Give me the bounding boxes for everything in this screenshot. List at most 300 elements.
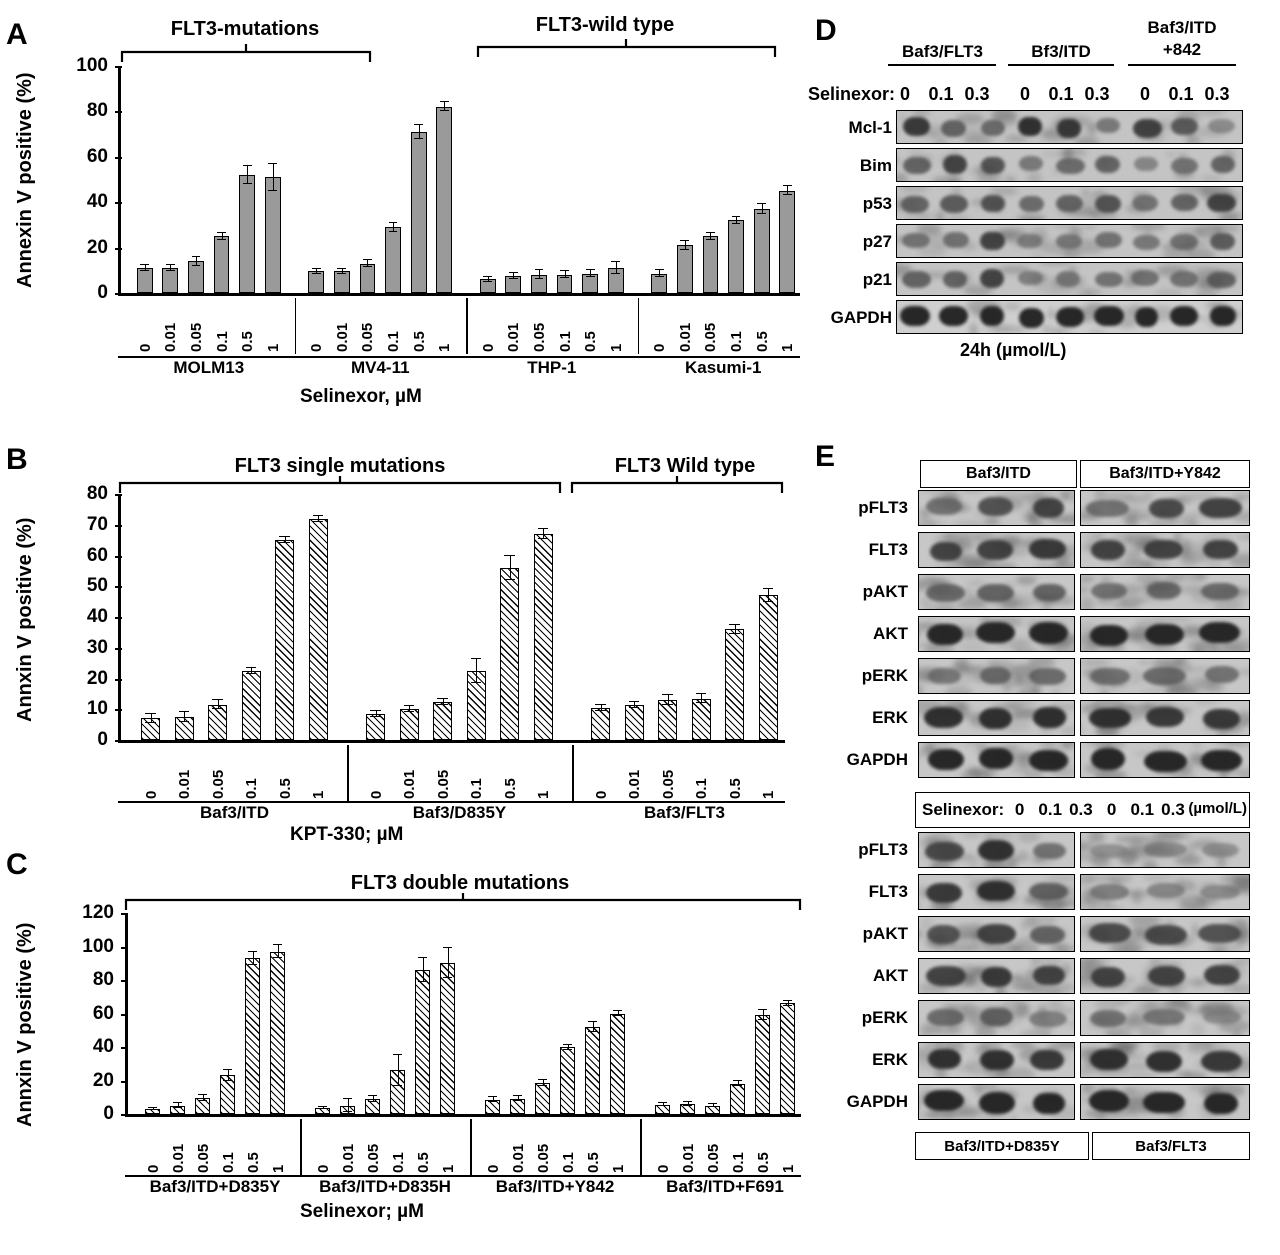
bar bbox=[591, 708, 610, 740]
blot-noise bbox=[1180, 554, 1197, 568]
blot-noise bbox=[971, 1084, 999, 1092]
blot-band bbox=[902, 233, 931, 249]
blot-band bbox=[1056, 271, 1080, 286]
bar bbox=[677, 245, 693, 293]
blot-strip bbox=[918, 616, 1075, 652]
blot-noise bbox=[1042, 325, 1049, 330]
error-cap bbox=[783, 1005, 791, 1006]
error-cap bbox=[192, 256, 201, 257]
blot-noise bbox=[1031, 958, 1064, 963]
panel-b-xlabel: KPT-330; µM bbox=[290, 824, 404, 845]
blot-strip bbox=[918, 490, 1075, 526]
blot-band bbox=[976, 622, 1015, 643]
blot-strip bbox=[918, 832, 1075, 868]
blot-noise bbox=[1047, 309, 1056, 319]
blot-band bbox=[1029, 883, 1067, 901]
group-separator bbox=[347, 745, 349, 801]
error-cap bbox=[483, 281, 492, 282]
error-cap bbox=[708, 1103, 716, 1104]
panel-c-xlabel: Selinexor; µM bbox=[300, 1201, 424, 1222]
error-cap bbox=[393, 1085, 401, 1086]
panel-e-bottom-header-1-label: Baf3/ITD+D835Y bbox=[944, 1137, 1060, 1155]
panel-c-brace-label-1: FLT3 double mutations bbox=[350, 872, 570, 894]
error-cap bbox=[246, 667, 257, 668]
blot-band bbox=[1201, 583, 1240, 600]
blot-band bbox=[1134, 157, 1158, 171]
category-label: 0.5 bbox=[726, 778, 744, 799]
ytick-label: 20 bbox=[92, 1069, 114, 1091]
category-label: 0 bbox=[314, 1164, 332, 1173]
error-cap bbox=[535, 278, 544, 279]
blot-noise bbox=[937, 210, 945, 220]
error-bar bbox=[278, 945, 279, 958]
group-separator bbox=[572, 745, 574, 801]
blot-band bbox=[977, 540, 1013, 560]
blot-band bbox=[901, 196, 929, 213]
bar bbox=[308, 271, 324, 293]
panel-e-top-rows bbox=[810, 490, 1270, 790]
category-label: 0.5 bbox=[754, 1152, 772, 1173]
blot-noise bbox=[1201, 176, 1222, 180]
blot-band bbox=[1029, 539, 1066, 559]
blot-noise bbox=[1216, 729, 1227, 736]
error-cap bbox=[560, 277, 569, 278]
panel-e-top-header-1 bbox=[920, 460, 1077, 488]
blot-band bbox=[940, 195, 968, 212]
blot-band bbox=[1143, 667, 1186, 684]
bar bbox=[385, 227, 401, 293]
panel-a-chart bbox=[0, 0, 800, 420]
panel-b-brace-label-1: FLT3 single mutations bbox=[234, 455, 446, 477]
ytick-label: 80 bbox=[86, 483, 108, 504]
category-label: 0.1 bbox=[243, 778, 261, 799]
error-cap bbox=[393, 1054, 401, 1055]
blot-band bbox=[943, 155, 967, 174]
blot-noise bbox=[1011, 1042, 1033, 1048]
blot-band bbox=[1147, 582, 1181, 599]
blot-band bbox=[1056, 158, 1085, 174]
category-label: 0.05 bbox=[364, 1143, 382, 1173]
error-cap bbox=[629, 701, 640, 702]
blot-noise bbox=[1080, 575, 1095, 583]
panel-d-cellline-2: Bf3/ITD bbox=[1031, 42, 1091, 61]
panel-d-blots bbox=[807, 0, 1280, 380]
blot-strip bbox=[918, 874, 1075, 910]
blot-noise bbox=[933, 138, 948, 144]
blot-band bbox=[1029, 750, 1068, 771]
blot-noise bbox=[932, 176, 961, 182]
error-bar bbox=[253, 952, 254, 965]
category-label: 0.01 bbox=[176, 769, 194, 799]
blot-protein-label: GAPDH bbox=[846, 750, 908, 769]
blot-band bbox=[1029, 668, 1065, 685]
blot-strip bbox=[896, 148, 1243, 182]
blot-band bbox=[1033, 966, 1065, 986]
error-cap bbox=[437, 704, 448, 705]
error-cap bbox=[655, 269, 664, 270]
blot-noise bbox=[1055, 327, 1073, 334]
category-label: 0 bbox=[479, 343, 497, 352]
blot-strip bbox=[918, 658, 1075, 694]
blot-noise bbox=[1186, 574, 1205, 582]
blot-band bbox=[930, 542, 962, 562]
category-label: 0.1 bbox=[385, 331, 403, 352]
blot-band bbox=[1057, 119, 1081, 138]
error-cap bbox=[437, 698, 448, 699]
blot-noise bbox=[1167, 152, 1175, 157]
category-label: 0.5 bbox=[414, 1152, 432, 1173]
blot-noise bbox=[1195, 700, 1217, 705]
bar bbox=[245, 958, 260, 1114]
ytick-label: 100 bbox=[82, 935, 114, 957]
blot-noise bbox=[1143, 874, 1172, 883]
blot-strip bbox=[1080, 742, 1250, 778]
error-cap bbox=[198, 1094, 206, 1095]
group-label: Baf3/ITD+D835H bbox=[319, 1177, 451, 1196]
blot-band bbox=[1033, 498, 1064, 518]
group-label: MOLM13 bbox=[173, 358, 245, 377]
blot-noise bbox=[1105, 645, 1124, 652]
ytick-label: 70 bbox=[86, 513, 108, 535]
error-cap bbox=[732, 223, 741, 224]
blot-noise bbox=[1104, 901, 1113, 906]
blot-band bbox=[977, 881, 1015, 902]
blot-band bbox=[1144, 842, 1187, 857]
error-cap bbox=[706, 239, 715, 240]
category-label: 0.01 bbox=[162, 322, 180, 352]
blot-strip bbox=[1080, 1084, 1250, 1120]
blot-noise bbox=[1198, 110, 1226, 115]
blot-noise bbox=[1128, 916, 1161, 925]
ytick-label: 60 bbox=[92, 1002, 114, 1024]
blot-band bbox=[1091, 540, 1125, 560]
bar bbox=[208, 705, 227, 740]
error-cap bbox=[538, 528, 549, 529]
error-bar bbox=[448, 948, 449, 978]
error-cap bbox=[217, 232, 226, 233]
panel-b-yaxis bbox=[118, 494, 121, 742]
blot-noise bbox=[1155, 288, 1183, 296]
blot-band bbox=[1199, 622, 1241, 643]
panel-letter-a: A bbox=[6, 18, 28, 51]
panel-a-xaxis bbox=[118, 293, 800, 296]
blot-strip bbox=[918, 1084, 1075, 1120]
ytick-label: 100 bbox=[76, 55, 108, 76]
category-label: 0 bbox=[142, 790, 160, 799]
blot-noise bbox=[1213, 225, 1240, 231]
blot-protein-label: GAPDH bbox=[830, 308, 892, 327]
blot-strip bbox=[918, 742, 1075, 778]
bar bbox=[610, 1014, 625, 1115]
blot-noise bbox=[1005, 1067, 1035, 1078]
error-cap bbox=[145, 722, 156, 723]
error-cap bbox=[363, 259, 372, 260]
category-label: 0.5 bbox=[582, 331, 600, 352]
blot-strip bbox=[1080, 1042, 1250, 1078]
panel-b-brace-label-2: FLT3 Wild type bbox=[614, 455, 756, 477]
error-cap bbox=[140, 264, 149, 265]
panel-e-top-header-2-label: Baf3/ITD+Y842 bbox=[1109, 465, 1221, 482]
blot-noise bbox=[961, 769, 992, 778]
blot-band bbox=[928, 749, 964, 770]
blot-noise bbox=[1042, 604, 1051, 610]
category-label: 0.01 bbox=[169, 1143, 187, 1173]
error-cap bbox=[389, 222, 398, 223]
error-cap bbox=[404, 711, 415, 712]
dose-label: 0.1 bbox=[1168, 84, 1194, 104]
blot-band bbox=[927, 1009, 964, 1026]
category-label: 1 bbox=[607, 343, 625, 352]
blot-noise bbox=[924, 600, 935, 610]
bar bbox=[703, 236, 719, 293]
category-label: 1 bbox=[535, 790, 553, 799]
blot-noise bbox=[1080, 597, 1094, 610]
blot-band bbox=[1089, 1090, 1129, 1111]
blot-protein-label: ERK bbox=[872, 708, 908, 727]
blot-noise bbox=[935, 562, 942, 568]
blot-band bbox=[1095, 232, 1122, 248]
blot-protein-label: pFLT3 bbox=[858, 840, 908, 859]
blot-band bbox=[1198, 924, 1240, 943]
group-label: Baf3/ITD+F691 bbox=[666, 1177, 784, 1196]
blot-noise bbox=[962, 490, 984, 492]
blot-band bbox=[1171, 194, 1198, 211]
bar bbox=[534, 534, 553, 740]
error-bar bbox=[348, 1099, 349, 1112]
blot-noise bbox=[932, 1026, 961, 1034]
bar bbox=[436, 107, 452, 293]
bar bbox=[658, 700, 677, 740]
bar bbox=[560, 1047, 575, 1114]
blot-noise bbox=[1010, 1113, 1017, 1120]
category-label: 0.1 bbox=[213, 331, 231, 352]
error-bar bbox=[273, 164, 274, 191]
blot-noise bbox=[1027, 172, 1043, 182]
category-label: 0.05 bbox=[187, 322, 205, 352]
ytick-label: 60 bbox=[86, 544, 108, 566]
blot-band bbox=[903, 117, 930, 136]
error-cap bbox=[212, 708, 223, 709]
error-cap bbox=[783, 1000, 791, 1001]
blot-noise bbox=[918, 904, 920, 910]
panel-e-bottom-header-2-label: Baf3/FLT3 bbox=[1135, 1137, 1207, 1155]
blot-noise bbox=[1170, 773, 1196, 778]
category-label: 0.5 bbox=[244, 1152, 262, 1173]
error-cap bbox=[538, 1079, 546, 1080]
ytick-label: 10 bbox=[86, 698, 108, 720]
group-label: Baf3/FLT3 bbox=[644, 803, 725, 822]
blot-noise bbox=[1030, 252, 1045, 258]
panel-a-yaxis bbox=[118, 66, 121, 295]
blot-noise bbox=[1055, 944, 1063, 949]
ytick-label: 80 bbox=[86, 100, 108, 122]
blot-noise bbox=[974, 985, 988, 992]
bar bbox=[754, 209, 770, 293]
dose-label: 0 bbox=[1106, 800, 1117, 819]
blot-noise bbox=[1134, 1115, 1140, 1120]
blot-strip bbox=[918, 532, 1075, 568]
error-bar bbox=[476, 659, 477, 684]
blot-noise bbox=[1189, 1042, 1216, 1046]
blot-band bbox=[927, 624, 963, 645]
blot-noise bbox=[941, 903, 957, 909]
panel-a-category-labels bbox=[120, 298, 800, 356]
blot-noise bbox=[1137, 1002, 1160, 1008]
panel-d-rows bbox=[810, 110, 1270, 340]
error-cap bbox=[279, 542, 290, 543]
blot-strip bbox=[918, 958, 1075, 994]
error-cap bbox=[217, 239, 226, 240]
blot-band bbox=[980, 232, 1004, 251]
blot-noise bbox=[965, 874, 974, 877]
blot-noise bbox=[1118, 559, 1153, 568]
bar bbox=[759, 595, 778, 740]
error-cap bbox=[471, 658, 482, 659]
dose-label: 0 bbox=[1139, 84, 1150, 104]
blot-band bbox=[1090, 625, 1128, 646]
blot-noise bbox=[1186, 135, 1202, 144]
blot-protein-label: pERK bbox=[861, 666, 908, 685]
category-label: 0.01 bbox=[626, 769, 644, 799]
dose-label: 0.3 bbox=[1069, 800, 1093, 819]
panel-d-cellline-3b: +842 bbox=[1162, 40, 1202, 59]
category-label: 0.5 bbox=[584, 1152, 602, 1173]
blot-band bbox=[1145, 624, 1184, 645]
blot-band bbox=[943, 271, 967, 288]
error-bar bbox=[398, 1055, 399, 1085]
blot-band bbox=[979, 708, 1011, 729]
ytick-label: 40 bbox=[92, 1036, 114, 1057]
blot-strip bbox=[918, 574, 1075, 610]
blot-noise bbox=[985, 517, 1000, 526]
category-label: 0.01 bbox=[401, 769, 419, 799]
blot-noise bbox=[1088, 832, 1105, 844]
ytick-label: 60 bbox=[86, 145, 108, 167]
dose-unit: (µmol/L) bbox=[1188, 800, 1247, 817]
blot-band bbox=[979, 748, 1013, 769]
blot-band bbox=[981, 195, 1005, 213]
error-cap bbox=[611, 273, 620, 274]
error-cap bbox=[658, 1102, 666, 1103]
category-label: 0.1 bbox=[219, 1152, 237, 1173]
error-cap bbox=[732, 216, 741, 217]
blot-noise bbox=[1061, 513, 1075, 522]
blot-band bbox=[1170, 306, 1198, 326]
error-cap bbox=[166, 264, 175, 265]
category-label: 1 bbox=[760, 790, 778, 799]
blot-band bbox=[1204, 1093, 1238, 1114]
blot-band bbox=[1210, 233, 1235, 250]
blot-band bbox=[927, 925, 960, 944]
panel-a-brace-label-2: FLT3-wild type bbox=[535, 14, 675, 36]
panel-c-yaxis bbox=[125, 913, 128, 1116]
error-cap bbox=[418, 957, 426, 958]
panel-d-dose-values bbox=[890, 84, 1240, 106]
dose-label: 0.3 bbox=[964, 84, 990, 104]
blot-band bbox=[926, 883, 962, 903]
panel-c-plot bbox=[128, 913, 800, 1114]
error-cap bbox=[337, 268, 346, 269]
group-separator bbox=[470, 1119, 472, 1175]
blot-band bbox=[1019, 308, 1045, 328]
panel-e-top-header-1-label: Baf3/ITD bbox=[966, 465, 1031, 482]
blot-band bbox=[1033, 584, 1067, 602]
error-cap bbox=[179, 711, 190, 712]
blot-strip bbox=[918, 1042, 1075, 1078]
error-cap bbox=[148, 1109, 156, 1110]
blot-noise bbox=[969, 323, 977, 334]
error-cap bbox=[696, 702, 707, 703]
blot-noise bbox=[1017, 214, 1045, 220]
bar bbox=[214, 236, 230, 293]
blot-band bbox=[924, 707, 963, 728]
bar bbox=[360, 264, 376, 294]
blot-noise bbox=[951, 189, 962, 195]
blot-noise bbox=[1176, 1071, 1191, 1077]
ytick-label: 0 bbox=[97, 729, 108, 750]
blot-protein-label: pAKT bbox=[862, 924, 908, 943]
blot-band bbox=[1149, 499, 1183, 518]
blot-noise bbox=[1080, 660, 1111, 665]
category-label: 0.01 bbox=[339, 1143, 357, 1173]
blot-noise bbox=[1193, 742, 1201, 747]
blot-noise bbox=[1088, 328, 1104, 334]
blot-noise bbox=[900, 186, 928, 193]
blot-noise bbox=[896, 175, 907, 179]
error-cap bbox=[683, 1105, 691, 1106]
error-cap bbox=[337, 273, 346, 274]
blot-band bbox=[1091, 967, 1125, 987]
bar bbox=[162, 268, 178, 293]
error-cap bbox=[763, 601, 774, 602]
blot-band bbox=[926, 498, 961, 515]
blot-band bbox=[978, 497, 1013, 516]
blot-band bbox=[1033, 707, 1066, 728]
blot-noise bbox=[946, 215, 969, 220]
blot-band bbox=[1018, 117, 1043, 137]
error-cap bbox=[509, 278, 518, 279]
blot-band bbox=[1145, 925, 1187, 944]
panel-letter-e: E bbox=[815, 440, 836, 473]
category-label: 0.01 bbox=[509, 1143, 527, 1173]
error-cap bbox=[763, 588, 774, 589]
bar bbox=[625, 705, 644, 740]
blot-band bbox=[1033, 1093, 1064, 1114]
error-cap bbox=[312, 268, 321, 269]
blot-strip bbox=[1080, 490, 1250, 526]
bar bbox=[725, 629, 744, 740]
category-label: 0.5 bbox=[501, 778, 519, 799]
error-cap bbox=[683, 1101, 691, 1102]
panel-b-category-labels bbox=[120, 745, 785, 801]
bar bbox=[242, 671, 261, 740]
blot-noise bbox=[1233, 959, 1250, 963]
blot-strip bbox=[896, 262, 1243, 296]
blot-band bbox=[1133, 235, 1160, 250]
blot-noise bbox=[1062, 492, 1070, 498]
ytick-label: 80 bbox=[92, 969, 114, 990]
category-label: 0 bbox=[651, 343, 669, 352]
panel-e-bottom-header-2 bbox=[1092, 1132, 1250, 1160]
blot-band bbox=[1029, 622, 1069, 643]
blot-protein-label: Bim bbox=[859, 156, 892, 175]
blot-band bbox=[1207, 194, 1235, 213]
error-cap bbox=[248, 964, 256, 965]
category-label: 0.5 bbox=[239, 331, 257, 352]
blot-noise bbox=[1142, 860, 1158, 868]
blot-band bbox=[981, 157, 1005, 175]
blot-band bbox=[1144, 751, 1187, 772]
